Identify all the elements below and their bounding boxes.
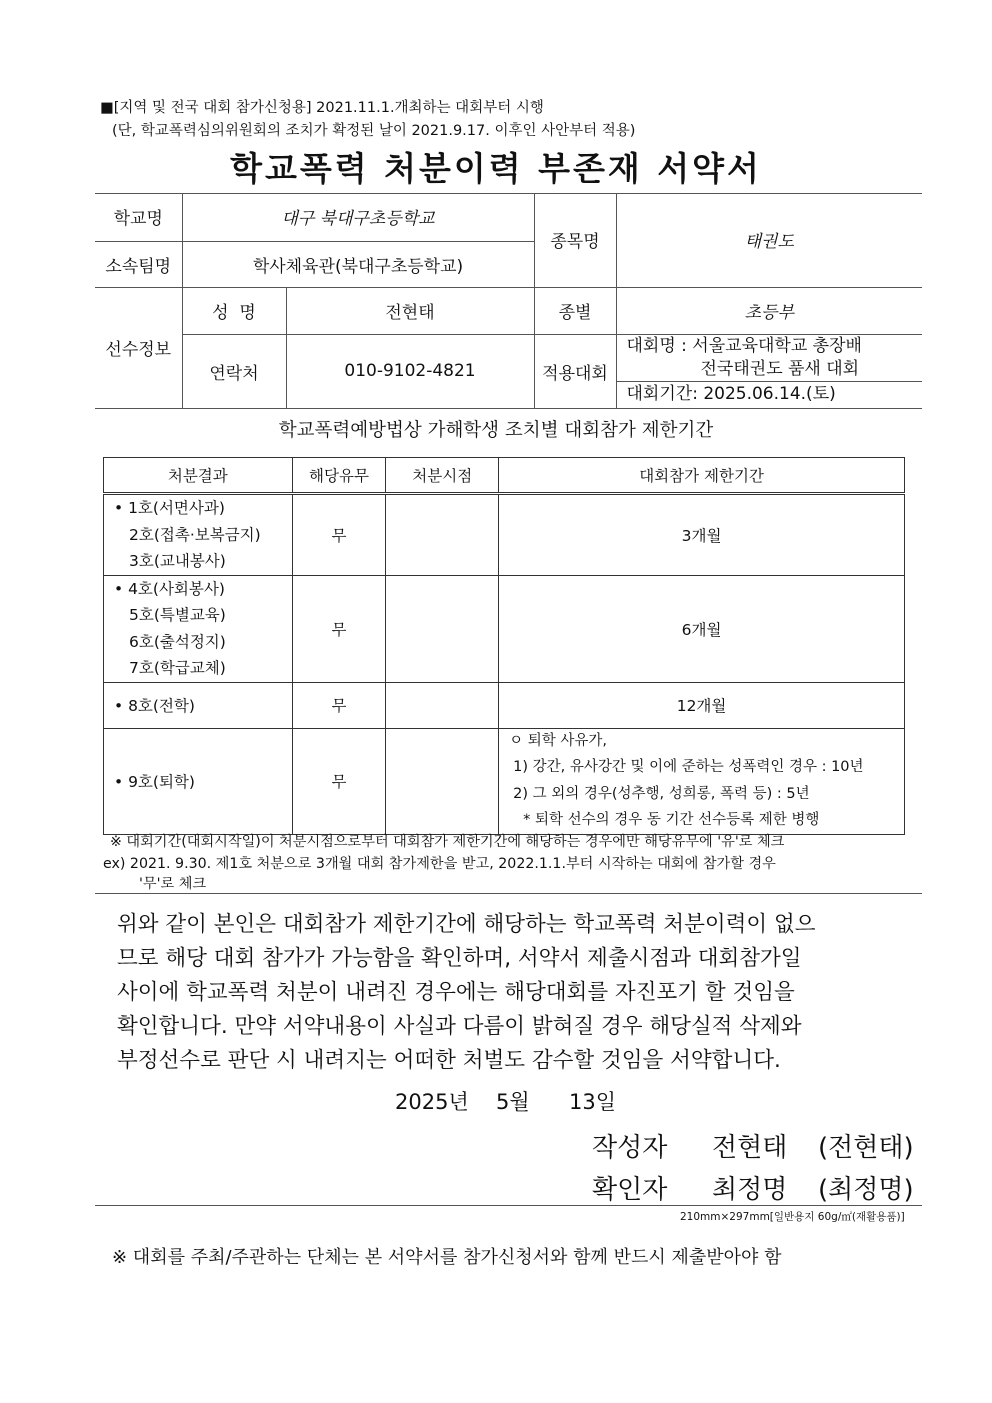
writer-label: 작성자 [592,1133,668,1163]
period-cell: 6개월 [499,575,905,682]
notice-line-1: ■[지역 및 전국 대회 참가신청용] 2021.11.1.개최하는 대회부터 시행 [100,100,544,116]
measure-item: 7호(학급교체) [129,659,226,677]
contact-label: 연락처 [182,334,286,408]
header-applicable: 해당유무 [292,458,386,494]
time-cell [386,682,499,728]
final-note: ※ 대회를 주최/주관하는 단체는 본 서약서를 참가신청서와 함께 반드시 제출받아야 함 [112,1247,782,1268]
table-row [104,575,905,682]
section-title: 학교폭력예방법상 가해학생 조치별 대회참가 제한기간 [278,420,714,441]
measure-cell [104,494,293,576]
time-cell [386,728,499,834]
measure-item: 3호(교내봉사) [129,552,226,570]
name-value: 전현태 [286,287,534,334]
date-month: 5월 [496,1090,530,1114]
confirmer-label: 확인자 [592,1175,668,1205]
contact-value: 010-9102-4821 [286,334,534,408]
category-label: 종별 [534,287,616,334]
measure-cell [104,682,293,728]
school-value: 대구 북대구초등학교 [182,193,534,241]
time-cell [386,575,499,682]
table-row [104,728,905,834]
measure-item: • 9호(퇴학) [114,773,195,791]
pledge-line: 사이에 학교폭력 처분이 내려진 경우에는 해당대회를 자진포기 할 것임을 [117,980,795,1005]
competition-cell [616,334,922,408]
category-value: 초등부 [616,287,922,334]
period-cell: 12개월 [499,682,905,728]
team-label: 소속팀명 [95,241,182,287]
school-label: 학교명 [95,193,182,241]
confirmer-signature: (최정명) [818,1175,914,1205]
note-line-1: ※ 대회기간(대회시작일)이 처분시점으로부터 대회참가 제한기간에 해당하는 경우에만 해당유무에 '유'로 체크 [110,834,785,850]
period-line: * 퇴학 선수의 경우 동 기간 선수등록 제한 병행 [523,812,820,828]
pledge-paragraph [117,908,907,1078]
pledge-line: 위와 같이 본인은 대회참가 제한기간에 해당하는 학교폭력 처분이력이 없으 [117,912,816,937]
page-title: 학교폭력 처분이력 부존재 서약서 [230,149,762,188]
date-year: 2025년 [395,1090,469,1114]
measure-cell [104,728,293,834]
pledge-line: 므로 해당 대회 참가가 가능함을 확인하며, 서약서 제출시점과 대회참가일 [117,946,802,971]
event-label: 종목명 [534,193,616,287]
divider [95,893,922,894]
competition-name-line2: 전국태권도 품새 대회 [700,359,860,379]
measure-item: • 1호(서면사과) [114,499,225,517]
applicable-cell: 무 [292,494,386,576]
period-cell [499,728,905,834]
restriction-table [103,457,905,835]
note-line-3: '무'로 체크 [139,876,207,892]
applicable-cell: 무 [292,575,386,682]
competition-period: 대회기간: 2025.06.14.(토) [617,381,923,407]
name-label: 성 명 [182,287,286,334]
notice-line-2: (단, 학교폭력심의위원회의 조치가 확정된 날이 2021.9.17. 이후인 사안부터 적용) [112,123,636,139]
confirmer-name: 최정명 [712,1175,788,1205]
measure-item: 5호(특별교육) [129,606,226,624]
footer-divider [95,1205,922,1206]
table-row [104,682,905,728]
measure-item: 6호(출석정지) [129,632,226,651]
event-value: 태권도 [616,193,922,287]
date-day: 13일 [569,1090,617,1114]
pledge-line: 확인합니다. 만약 서약내용이 사실과 다름이 밝혀질 경우 해당실적 삭제와 [117,1014,802,1039]
competition-label: 적용대회 [534,334,616,408]
header-result: 처분결과 [104,458,293,494]
pledge-line: 부정선수로 판단 시 내려지는 어떠한 처벌도 감수할 것임을 서약합니다. [117,1048,781,1073]
measure-item: • 8호(전학) [114,697,195,715]
team-value: 학사체육관(북대구초등학교) [182,241,534,287]
applicable-cell: 무 [292,682,386,728]
paper-spec: 210mm×297mm[일반용지 60g/㎡(재활용품)] [680,1211,905,1223]
table-row [104,494,905,576]
info-table [95,193,922,409]
measure-item: 2호(접촉·보복금지) [129,525,261,544]
competition-name-line1: 대회명 : 서울교육대학교 총장배 [626,336,862,356]
period-line: ㅇ 퇴학 사유가, [509,733,607,749]
measure-cell [104,575,293,682]
period-cell: 3개월 [499,494,905,576]
period-line: 1) 강간, 유사강간 및 이에 준하는 성폭력인 경우 : 10년 [513,759,864,775]
writer-name: 전현태 [712,1133,788,1163]
applicable-cell: 무 [292,728,386,834]
measure-item: • 4호(사회봉사) [114,579,225,598]
writer-signature: (전현태) [818,1133,914,1163]
period-line: 2) 그 외의 경우(성추행, 성희롱, 폭력 등) : 5년 [513,786,810,802]
header-time: 처분시점 [386,458,499,494]
time-cell [386,494,499,576]
athlete-label: 선수정보 [95,287,182,408]
header-period: 대회참가 제한기간 [499,458,905,494]
note-line-2: ex) 2021. 9.30. 제1호 처분으로 3개월 대회 참가제한을 받고, 2022.1.1.부터 시작하는 대회에 참가할 경우 [103,856,776,872]
